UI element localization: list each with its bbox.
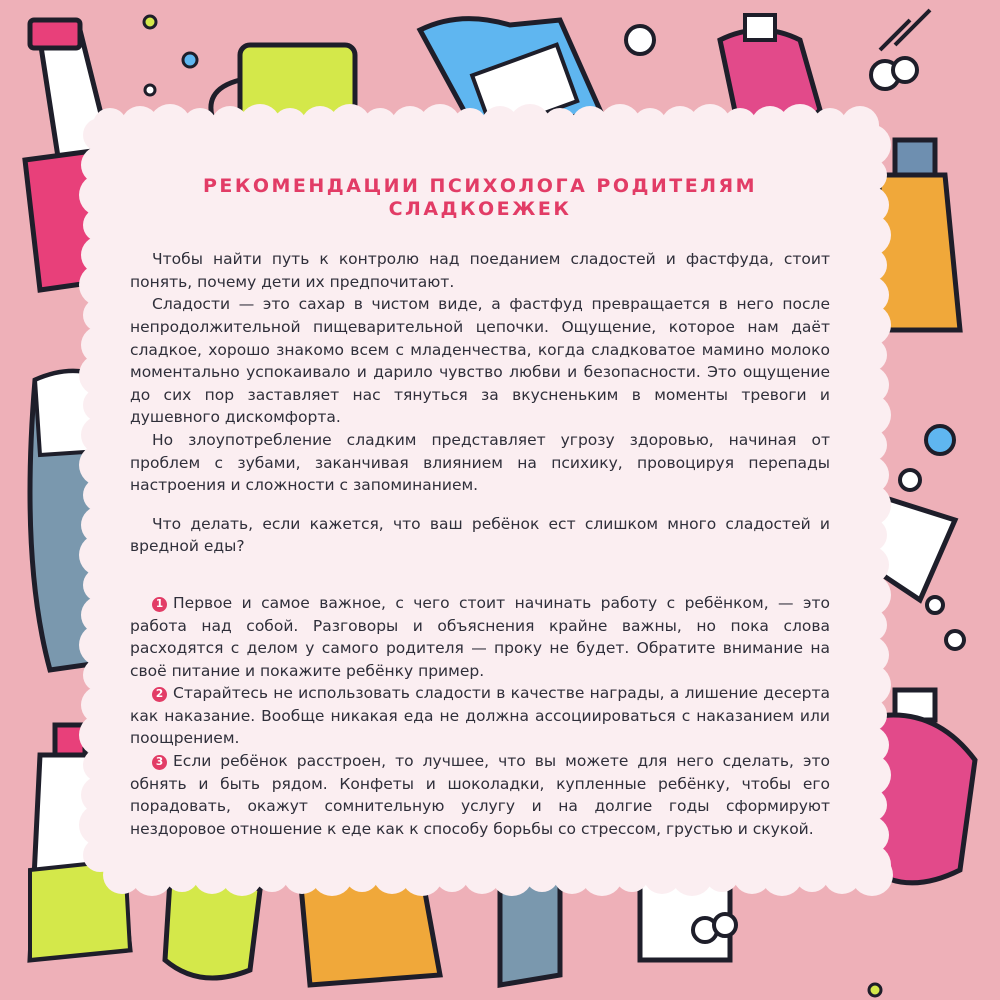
number-badge: 2 [152,687,167,702]
paragraph: Сладости — это сахар в чистом виде, а фастфуд превращается в него после непродолжительной пищеварительной цепочки. Ощущение, которое нам даёт сладкое, хорошо знакомо всем с младенчества, когда сладковатое мамино молоко моментально успокаивало и дарило чувство любви и безопасности. Это ощущение до сих пор заставляет нас тянуться за вкусненьким в моменты тревоги и душевного дискомфорта. [130,295,830,427]
paragraph: Но злоупотребление сладким представляет угрозу здоровью, начиная от проблем с зубами, заканчивая влиянием на психику, провоцируя перепады настроения и сложности с запоминанием. [130,430,830,495]
tip-text: Первое и самое важное, с чего стоит начинать работу с ребёнком, — это работа над собой. Разговоры и объяснения крайне важны, но пока слова расходятся с делом у самого родителя — проку не будет. Обратите внимание на своё питание и покажите ребёнку пример. [130,593,830,680]
tip-item [130,592,830,682]
tip-item [130,682,830,750]
page-title: РЕКОМЕНДАЦИИ ПСИХОЛОГА РОДИТЕЛЯМ СЛАДКОЕЖЕК [202,175,758,220]
question-paragraph: Что делать, если кажется, что ваш ребёнок ест слишком много сладостей и вредной еды? [130,514,830,556]
article-content [130,175,830,840]
tip-text: Старайтесь не использовать сладости в качестве награды, а лишение десерта как наказание. Вообще никакая еда не должна ассоциироваться с наказанием или поощрением. [130,684,830,748]
tip-item [130,750,830,840]
paragraph: Чтобы найти путь к контролю над поеданием сладостей и фастфуда, стоит понять, почему дети их предпочитают. [130,250,830,291]
number-badge: 1 [152,597,167,612]
tip-text: Если ребёнок расстроен, то лучшее, что вы можете для него сделать, это обнять и быть рядом. Конфеты и шоколадки, купленные ребёнку, чтобы его порадовать, окажут сомнительную услугу и на долгие годы сформируют нездоровое отношение к еде как к способу борьбы со стрессом, грустью и скукой. [130,752,830,838]
number-badge: 3 [152,755,167,770]
